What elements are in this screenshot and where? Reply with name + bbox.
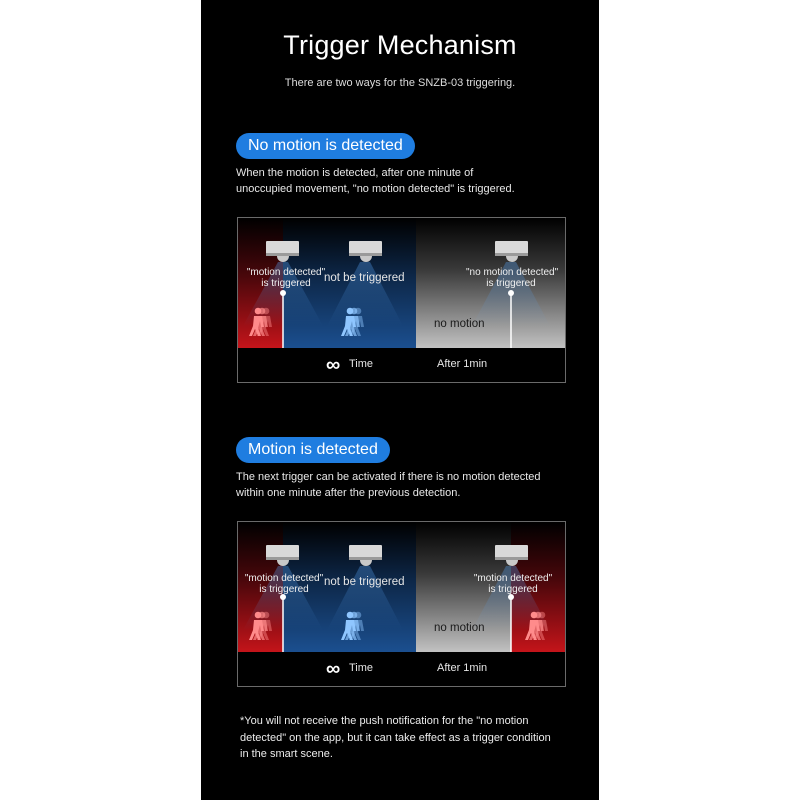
trigger-label-line: "motion detected" [244,573,324,584]
infinity-icon: ∞ [326,658,341,680]
trigger-label-right [471,573,555,595]
trigger-label-line: is triggered [488,584,538,595]
page-subtitle: There are two ways for the SNZB-03 triggering. [284,77,516,89]
after-1min-label: After 1min [437,358,488,370]
trigger-label-line: "motion detected" [246,267,326,278]
section-description [236,165,566,197]
trigger-label-line: "motion detected" [473,573,553,584]
section-description [236,469,566,501]
trigger-label-right [466,267,559,289]
footnote-line: *You will not receive the push notification for the "no motion [240,715,529,727]
time-axis-label: Time [349,358,374,370]
trigger-label-left [244,267,328,289]
infinity-icon: ∞ [326,354,341,376]
footnote-line: in the smart scene. [240,748,333,760]
time-axis-label: Time [349,662,374,674]
after-1min-label: After 1min [437,662,488,674]
no-motion-label: no motion [434,622,485,634]
diagram-graphic [238,218,565,382]
trigger-label-left [242,573,326,595]
diagram-graphic [238,522,565,686]
footnote-line: detected" on the app, but it can take effect as a trigger condition [240,731,551,744]
not-triggered-label: not be triggered [324,576,405,588]
page-title: Trigger Mechanism [283,30,517,60]
no-motion-label: no motion [434,318,485,330]
section-pill-motion: Motion is detected [236,437,390,463]
description-line: within one minute after the previous detection. [236,487,461,499]
section-pill-no-motion: No motion is detected [236,133,415,159]
trigger-label-line: is triggered [259,584,309,595]
trigger-label-line: is triggered [261,278,311,289]
description-line: The next trigger can be activated if there is no motion detected [236,471,541,483]
footnote [240,713,570,763]
trigger-label-line: is triggered [486,278,536,289]
trigger-diagram-no-motion [237,217,566,383]
trigger-label-line: "no motion detected" [466,267,559,278]
description-line: unoccupied movement, "no motion detected" is triggered. [236,183,515,195]
not-triggered-label: not be triggered [324,272,405,284]
trigger-diagram-motion [237,521,566,687]
content-panel [201,0,599,800]
description-line: When the motion is detected, after one minute of [236,167,474,179]
